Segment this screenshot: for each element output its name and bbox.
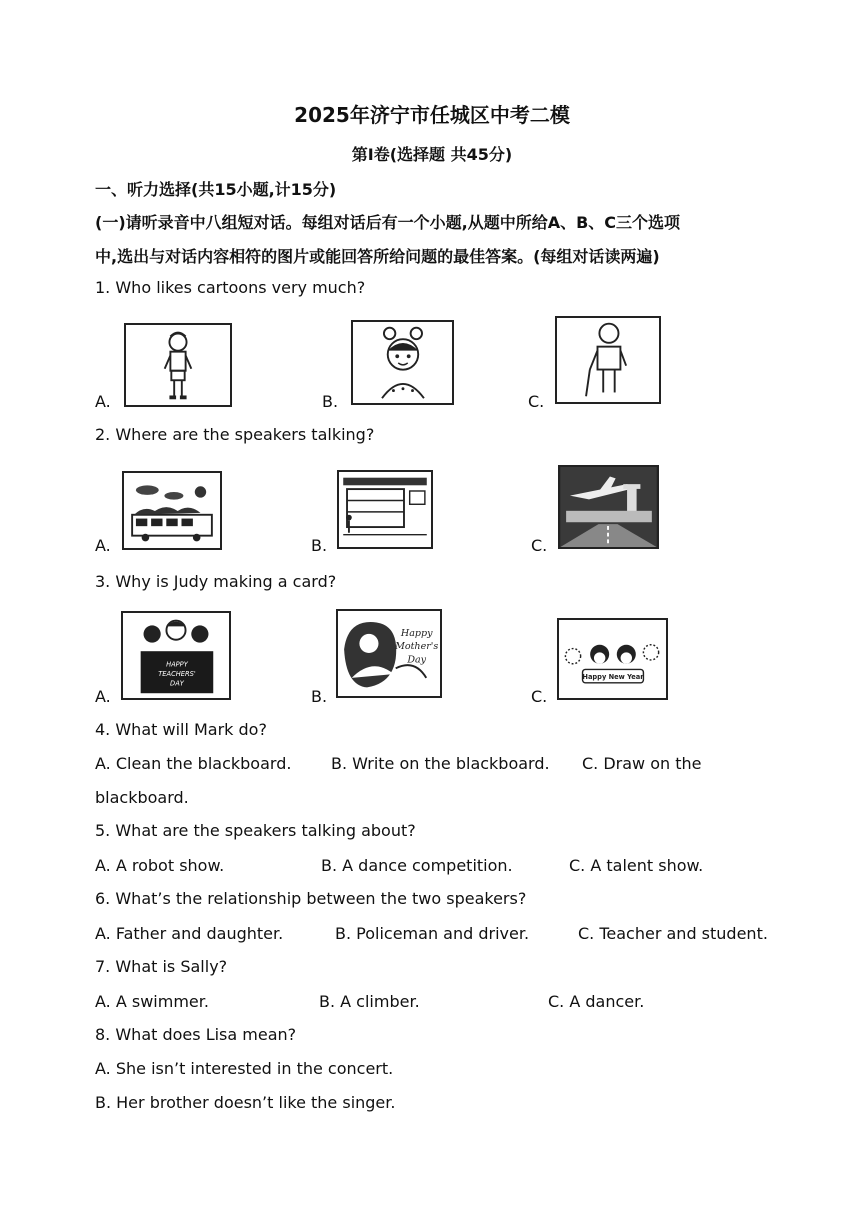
q4-option-b: B. Write on the blackboard. — [331, 754, 550, 773]
q8-option-b: B. Her brother doesn’t like the singer. — [95, 1093, 396, 1112]
q3-option-b-label: B. — [311, 687, 328, 706]
question-8: 8. What does Lisa mean? — [95, 1025, 297, 1044]
q2-option-a-label: A. — [95, 536, 111, 555]
q7-option-a: A. A swimmer. — [95, 992, 209, 1011]
q4-option-c: C. Draw on the — [582, 754, 702, 773]
question-6: 6. What’s the relationship between the two speakers? — [95, 889, 527, 908]
q6-option-a: A. Father and daughter. — [95, 924, 284, 943]
q7-option-b: B. A climber. — [319, 992, 420, 1011]
q6-option-b: B. Policeman and driver. — [335, 924, 530, 943]
question-2: 2. Where are the speakers talking? — [95, 425, 375, 444]
q2-bus-image — [122, 471, 222, 550]
q1-grandpa-image — [555, 316, 661, 404]
q7-option-c: C. A dancer. — [548, 992, 645, 1011]
instructions-line-1: (一)请听录音中八组短对话。每组对话后有一个小题,从题中所给A、B、C三个选项 — [95, 213, 681, 232]
q5-option-a: A. A robot show. — [95, 856, 225, 875]
q3-new-year-card-image — [557, 618, 668, 700]
q4-option-c-continuation: blackboard. — [95, 788, 189, 807]
question-3: 3. Why is Judy making a card? — [95, 572, 337, 591]
q2-option-b-label: B. — [311, 536, 328, 555]
section-heading: 一、听力选择(共15小题,计15分) — [95, 180, 337, 199]
q3-mothers-day-card-image — [336, 609, 442, 698]
q3-option-c-label: C. — [531, 687, 548, 706]
q3-card-a-text-line3: DAY — [170, 679, 184, 688]
page-title: 2025年济宁市任城区中考二模 — [294, 103, 570, 127]
q3-card-b-text-line2: Mother's — [395, 641, 439, 653]
q3-option-a-label: A. — [95, 687, 111, 706]
q2-option-c-label: C. — [531, 536, 548, 555]
q3-card-b-text-line1: Happy — [400, 627, 433, 639]
q2-supermarket-image — [337, 470, 433, 549]
q3-card-c-text: Happy New Year — [582, 672, 644, 681]
instructions-line-2: 中,选出与对话内容相符的图片或能回答所给问题的最佳答案。(每组对话读两遍) — [95, 247, 660, 266]
question-4: 4. What will Mark do? — [95, 720, 267, 739]
question-7: 7. What is Sally? — [95, 957, 228, 976]
q1-girl-image — [351, 320, 454, 405]
q1-option-c-label: C. — [528, 392, 545, 411]
q1-boy-image — [124, 323, 232, 407]
q1-option-a-label: A. — [95, 392, 111, 411]
q5-option-b: B. A dance competition. — [321, 856, 513, 875]
q2-airport-image — [558, 465, 659, 549]
q5-option-c: C. A talent show. — [569, 856, 704, 875]
q3-card-a-text-line2: TEACHERS' — [158, 670, 196, 679]
page-subtitle: 第Ⅰ卷(选择题 共45分) — [351, 145, 513, 164]
q1-option-b-label: B. — [322, 392, 339, 411]
q3-card-a-text-line1: HAPPY — [166, 660, 188, 669]
question-1: 1. Who likes cartoons very much? — [95, 278, 366, 297]
q3-card-b-text-line3: Day — [407, 654, 427, 666]
q8-option-a: A. She isn’t interested in the concert. — [95, 1059, 394, 1078]
q4-option-a: A. Clean the blackboard. — [95, 754, 292, 773]
q3-teachers-day-card-image — [121, 611, 231, 700]
q6-option-c: C. Teacher and student. — [578, 924, 768, 943]
question-5: 5. What are the speakers talking about? — [95, 821, 416, 840]
